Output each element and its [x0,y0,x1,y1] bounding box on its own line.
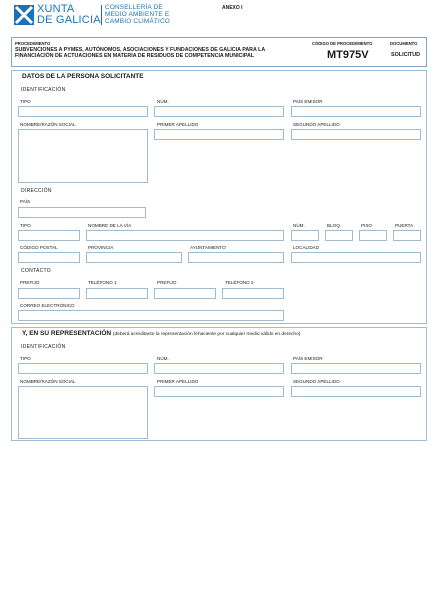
primer-apellido-input[interactable] [154,129,284,140]
rep-segundo-apellido-input[interactable] [291,386,421,397]
representative-note: (deberá acreditarse la representación fehaciente por cualquier medio válido en derecho) [112,332,301,337]
department-line2: MEDIO AMBIENTE E [105,11,170,18]
procedure-code-label: CÓDIGO DE PROCEDIMIENTO [312,41,373,46]
piso-input[interactable] [359,230,387,241]
tipo-via-label: TIPO [20,223,31,228]
rep-pais-emisor-input[interactable] [291,363,421,374]
localidad-label: LOCALIDAD [293,245,320,250]
department-name [105,4,170,25]
cp-label: CÓDIGO POSTAL [20,245,58,250]
prefijo2-label: PREFIJO [157,280,177,285]
telefono1-input[interactable] [86,288,148,299]
nombre-label: NOMBRE/RAZÓN SOCIAL [20,122,76,127]
bloq-label: BLOQ. [327,223,342,228]
bloq-input[interactable] [325,230,353,241]
rep-primer-apellido-label: PRIMER APELLIDO [157,379,199,384]
prefijo1-input[interactable] [18,288,80,299]
prefijo2-input[interactable] [154,288,216,299]
piso-label: PISO [361,223,372,228]
telefono1-label: TELÉFONO 1 [88,280,117,285]
cp-input[interactable] [18,252,80,263]
correo-label: CORREO ELECTRÓNICO [20,303,75,308]
org-name [37,4,101,26]
prefijo1-label: PREFIJO [20,280,40,285]
department-line3: CAMBIO CLIMÁTICO [105,18,170,25]
puerta-input[interactable] [393,230,421,241]
contacto-heading: CONTACTO [21,268,51,274]
department-line1: CONSELLERÍA DE [105,4,163,11]
procedure-code: MT975V [327,49,369,61]
rep-nombre-label: NOMBRE/RAZÓN SOCIAL [20,379,76,384]
rep-identification-heading: IDENTIFICACIÓN [21,344,66,350]
org-name-line2: DE GALICIA [37,14,101,26]
pais-emisor-input[interactable] [291,106,421,117]
num-label: NÚM. [157,99,169,104]
ayuntamiento-input[interactable] [188,252,284,263]
rep-nombre-input[interactable] [18,386,148,439]
provincia-label: PROVINCIA [88,245,114,250]
procedure-label: PROCEDIMIENTO [15,41,51,46]
nombre-via-input[interactable] [86,230,284,241]
puerta-label: PUERTA [395,223,414,228]
rep-num-label: NÚM. [157,356,169,361]
provincia-input[interactable] [86,252,182,263]
rep-segundo-apellido-label: SEGUNDO APELLIDO [293,379,340,384]
rep-primer-apellido-input[interactable] [154,386,284,397]
correo-input[interactable] [18,310,284,321]
tipo-input[interactable] [18,106,148,117]
telefono2-label: TELÉFONO 2 [225,280,254,285]
nombre-input[interactable] [18,129,148,183]
xunta-logo-icon [14,5,34,25]
representative-section-title [22,330,300,337]
annex-label: ANEXO I [222,5,243,11]
telefono2-input[interactable] [222,288,284,299]
num-input[interactable] [154,106,284,117]
pais-label: PAÍS [20,199,31,204]
representative-title-text: Y, EN SU REPRESENTACIÓN [22,330,112,337]
rep-num-input[interactable] [154,363,284,374]
segundo-apellido-input[interactable] [291,129,421,140]
num-via-label: NÚM. [293,223,305,228]
tipo-label: TIPO [20,99,31,104]
num-via-input[interactable] [291,230,319,241]
direccion-heading: DIRECCIÓN [21,188,52,194]
document-label: DOCUMENTO [390,41,418,46]
procedure-title: SUBVENCIONES A PYMES, AUTÓNOMOS, ASOCIACIONES Y FUNDACIONES DE GALICIA PARA LA FINANCIACIÓN DE ACTUACIONES EN MATERIA DE RESIDUOS DE COMPETENCIA MUNICIPAL [15,47,265,60]
ayuntamiento-label: AYUNTAMIENTO [190,245,226,250]
document-type: SOLICITUD [391,52,421,58]
rep-tipo-label: TIPO [20,356,31,361]
rep-pais-emisor-label: PAÍS EMISOR [293,356,323,361]
localidad-input[interactable] [291,252,421,263]
rep-tipo-input[interactable] [18,363,148,374]
org-name-line1: XUNTA [37,3,75,15]
logo-divider [101,5,102,25]
applicant-section-title: DATOS DE LA PERSONA SOLICITANTE [22,73,144,80]
segundo-apellido-label: SEGUNDO APELLIDO [293,122,340,127]
pais-input[interactable] [18,207,146,218]
pais-emisor-label: PAÍS EMISOR [293,99,323,104]
tipo-via-input[interactable] [18,230,80,241]
applicant-identification-heading: IDENTIFICACIÓN [21,87,66,93]
primer-apellido-label: PRIMER APELLIDO [157,122,199,127]
nombre-via-label: NOMBRE DE LA VÍA [88,223,132,228]
